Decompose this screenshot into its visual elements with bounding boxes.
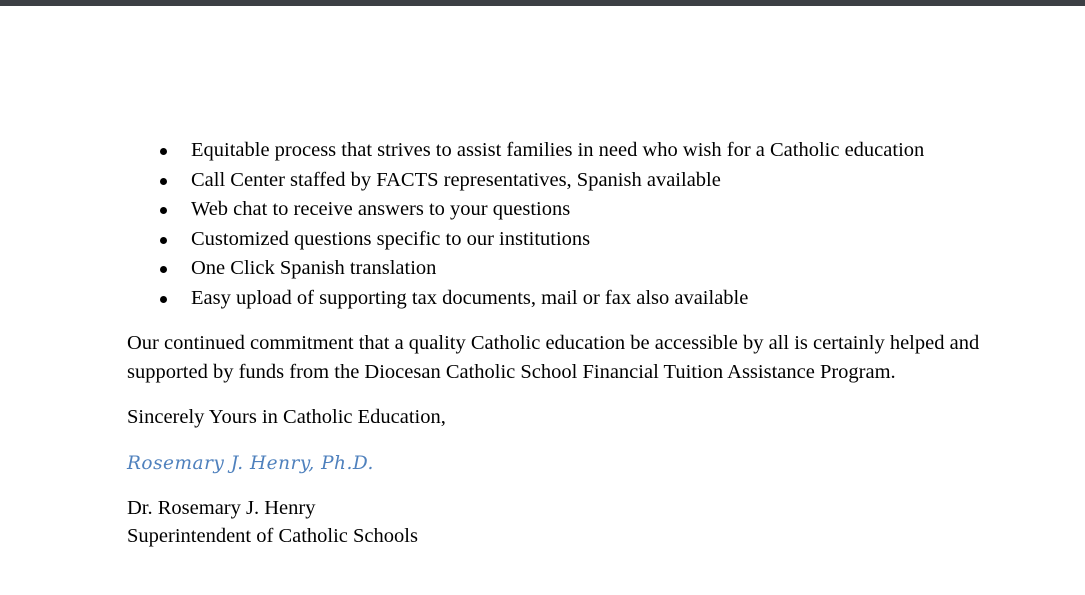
bullet-item xyxy=(127,136,1007,166)
bullet-icon xyxy=(160,237,167,244)
signature: Rosemary J. Henry, Ph.D. xyxy=(127,452,374,474)
bullet-icon xyxy=(160,207,167,214)
bullet-icon xyxy=(160,266,167,273)
bullet-text: Easy upload of supporting tax documents, mail or fax also available xyxy=(191,286,749,309)
bullet-item xyxy=(127,284,1007,314)
bullet-item xyxy=(127,166,1007,196)
bullet-icon xyxy=(160,178,167,185)
signer-title: Superintendent of Catholic Schools xyxy=(127,525,418,547)
bullet-text: Customized questions specific to our institutions xyxy=(191,227,591,250)
bullet-icon xyxy=(160,148,167,155)
bullet-text: Equitable process that strives to assist families in need who wish for a Catholic education xyxy=(191,139,925,161)
signer-block xyxy=(127,494,1007,550)
bullet-text: Web chat to receive answers to your questions xyxy=(191,198,571,220)
letter-body xyxy=(127,136,1007,550)
bullet-text: One Click Spanish translation xyxy=(191,257,437,279)
bullet-item xyxy=(127,195,1007,225)
feature-bullet-list xyxy=(127,136,1007,313)
bullet-text: Call Center staffed by FACTS representatives, Spanish available xyxy=(191,168,721,191)
signer-name: Dr. Rosemary J. Henry xyxy=(127,497,316,519)
bullet-item xyxy=(127,225,1007,255)
document-page xyxy=(0,6,1085,595)
bullet-item xyxy=(127,254,1007,284)
commitment-paragraph: Our continued commitment that a quality Catholic education be accessible by all is certainly helped and supported by funds from the Diocesan Catholic School Financial Tuition Assistance Program. xyxy=(127,332,980,383)
bullet-icon xyxy=(160,296,167,303)
closing-line: Sincerely Yours in Catholic Education, xyxy=(127,406,446,428)
